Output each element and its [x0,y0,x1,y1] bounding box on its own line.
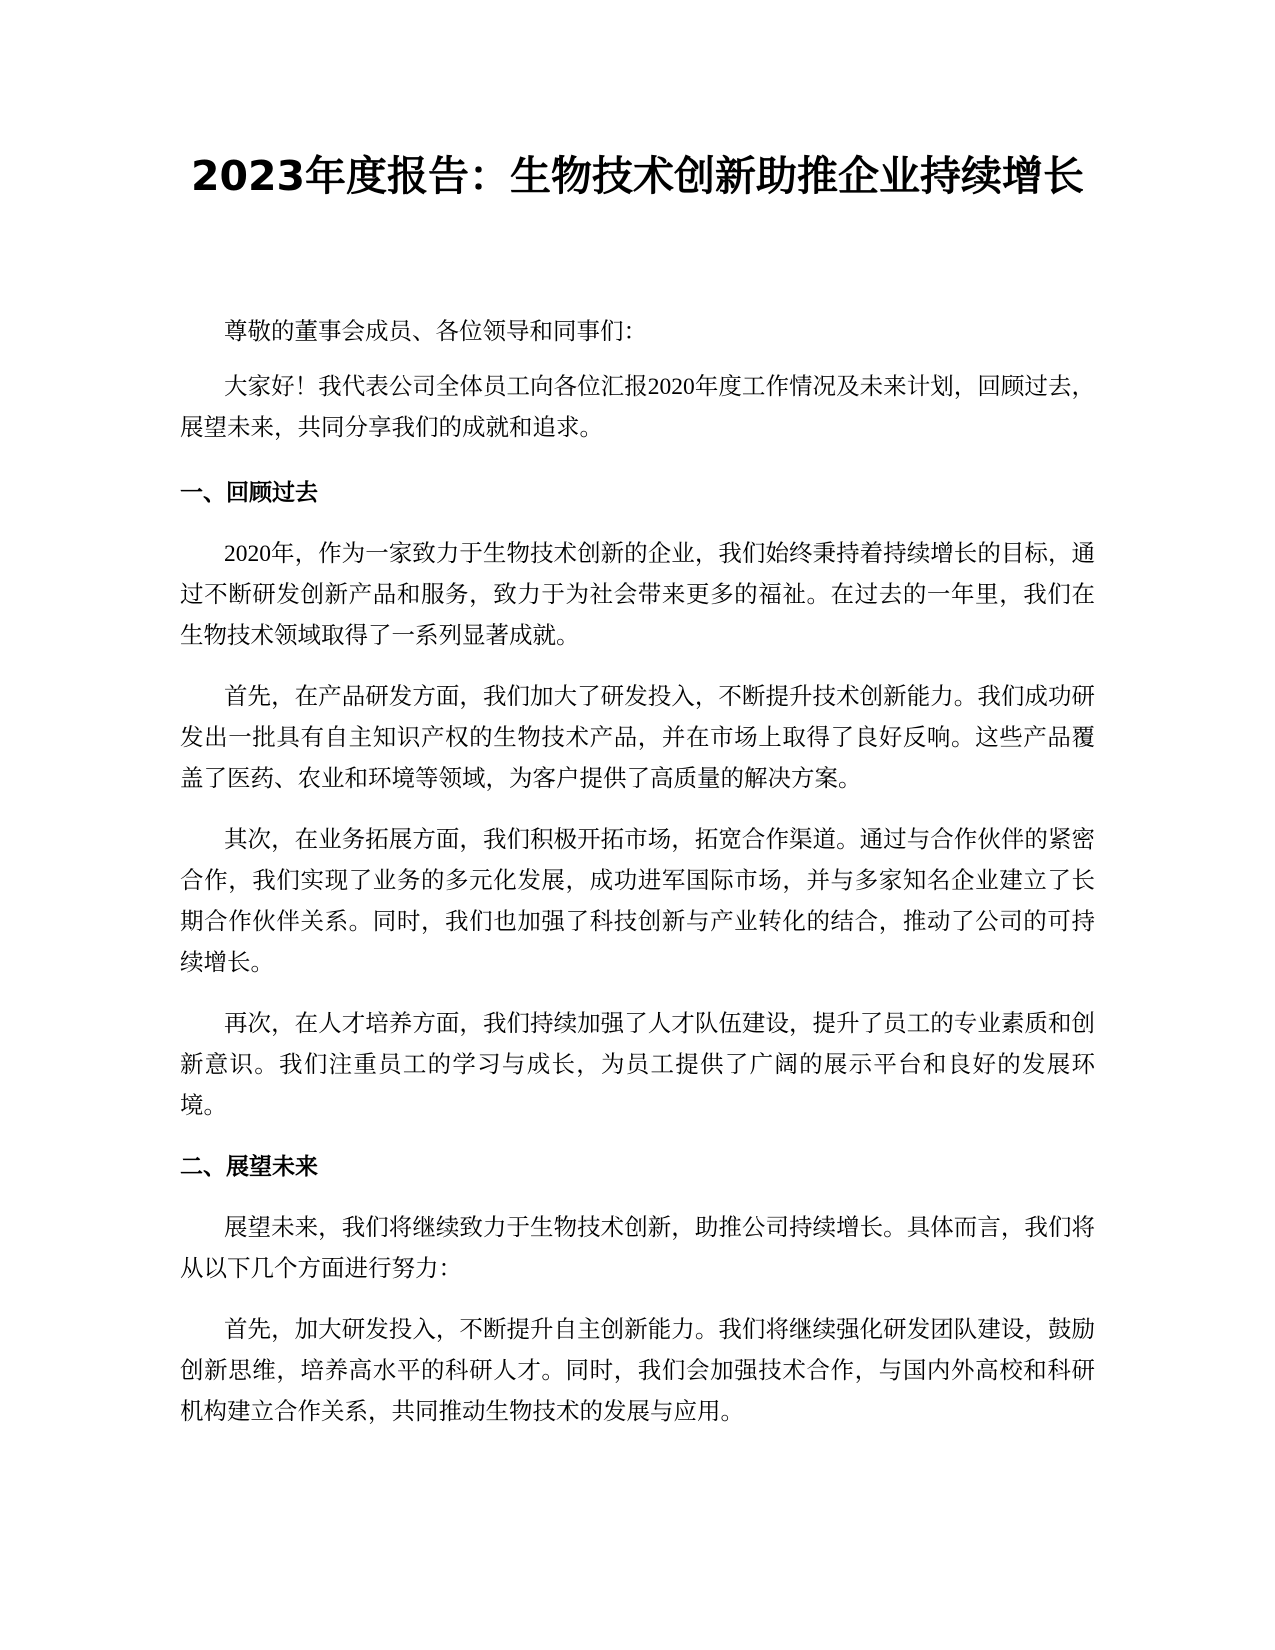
section-heading-outlook: 二、展望未来 [180,1154,318,1180]
outlook-paragraph-rnd: 首先，加大研发投入，不断提升自主创新能力。我们将继续强化研发团队建设，鼓励创新思维，培养高水平的科研人才。同时，我们会加强技术合作，与国内外高校和科研机构建立合作关系，共同推动生物技术的发展与应用。 [180,1317,1095,1425]
review-paragraph-overview: 2020年，作为一家致力于生物技术创新的企业，我们始终秉持着持续增长的目标，通过不断研发创新产品和服务，致力于为社会带来更多的福祉。在过去的一年里，我们在生物技术领域取得了一系列显著成就。 [180,541,1095,649]
review-paragraph-talent: 再次，在人才培养方面，我们持续加强了人才队伍建设，提升了员工的专业素质和创新意识。我们注重员工的学习与成长，为员工提供了广阔的展示平台和良好的发展环境。 [180,1011,1095,1119]
review-paragraph-rnd: 首先，在产品研发方面，我们加大了研发投入，不断提升技术创新能力。我们成功研发出一批具有自主知识产权的生物技术产品，并在市场上取得了良好反响。这些产品覆盖了医药、农业和环境等领域，为客户提供了高质量的解决方案。 [180,684,1095,792]
section-heading-review: 一、回顾过去 [180,480,318,506]
review-paragraph-business: 其次，在业务拓展方面，我们积极开拓市场，拓宽合作渠道。通过与合作伙伴的紧密合作，我们实现了业务的多元化发展，成功进军国际市场，并与多家知名企业建立了长期合作伙伴关系。同时，我们也加强了科技创新与产业转化的结合，推动了公司的可持续增长。 [180,827,1095,976]
greeting-paragraph: 尊敬的董事会成员、各位领导和同事们： [224,319,647,345]
outlook-paragraph-intro: 展望未来，我们将继续致力于生物技术创新，助推公司持续增长。具体而言，我们将从以下几个方面进行努力： [180,1215,1095,1282]
intro-paragraph: 大家好！我代表公司全体员工向各位汇报2020年度工作情况及未来计划，回顾过去，展望未来，共同分享我们的成就和追求。 [180,374,1095,441]
document-title: 2023年度报告：生物技术创新助推企业持续增长 [190,152,1085,200]
